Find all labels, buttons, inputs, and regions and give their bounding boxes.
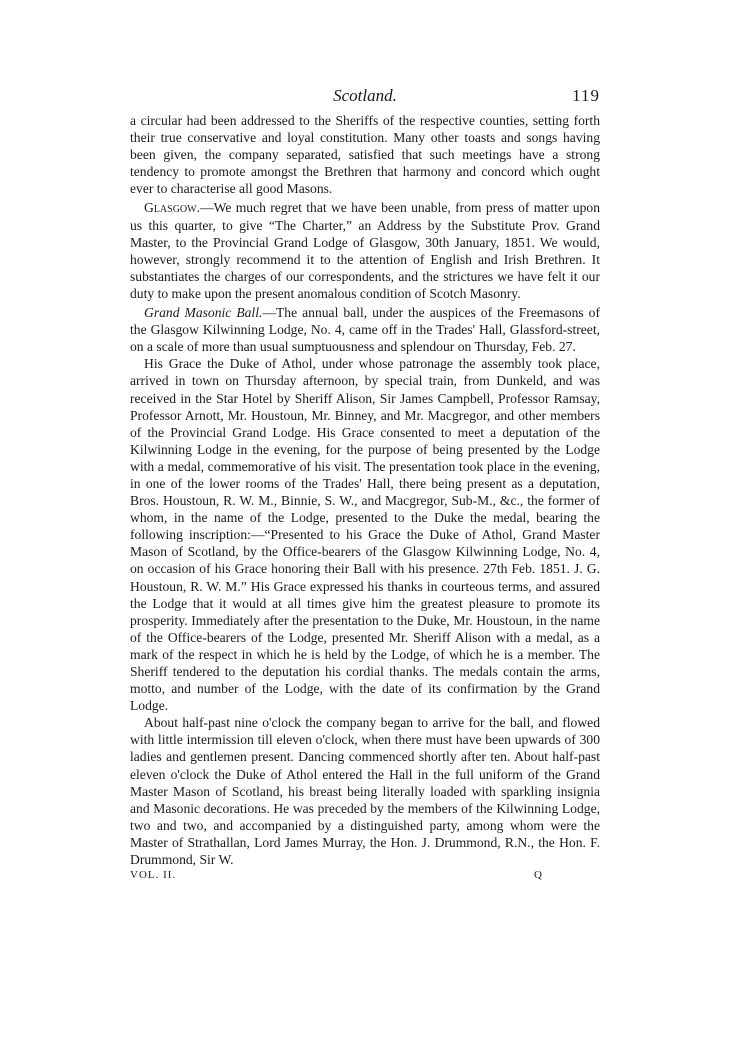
paragraph-duke-of-athol: [130, 355, 600, 714]
paragraph-text: a circular had been addressed to the Sheriffs of the respective counties, setting forth their true conservative and loyal constitution. Many other toasts and songs having been given, the company separated, satisfied that such meetings have a strong tendency to promote amongst the Brethren that harmony and concord which ought ever to characterise all good Masons.: [130, 113, 600, 197]
volume-mark: VOL. II.: [130, 869, 177, 882]
paragraph-text: —The annual ball, under the auspices of the Freemasons of the Glasgow Kilwinning Lodge, No. 4, came off in the Trades' Hall, Glassford-street, on a scale of more than usual sumptuousness and splendour on Thursday, Feb. 27.: [130, 305, 600, 355]
paragraph-text: About half-past nine o'clock the company began to arrive for the ball, and flowed with little intermission till eleven o'clock, when there must have been upwards of 300 ladies and gentlemen present. Dancing commenced shortly after ten. About half-past eleven o'clock the Duke of Athol entered the Hall in the full uniform of the Grand Master Mason of Scotland, his breast being literally loaded with sparkling insignia and Masonic decorations. He was preceded by the members of the Kilwinning Lodge, two and two, and accompanied by a distinguished party, among whom were the Master of Strathallan, Lord James Murray, the Hon. J. Drummond, R.N., the Hon. F. Drummond, Sir W.: [130, 715, 600, 868]
section-lead-ball: Grand Masonic Ball.: [144, 305, 263, 321]
page-number: 119: [572, 86, 600, 105]
paragraph-glasgow: [130, 199, 600, 302]
paragraph-text: —We much regret that we have been unable, from press of matter upon us this quarter, to give “The Charter,” an Address by the Substitute Prov. Grand Master, to the Provincial Grand Lodge of Glasgow, 30th January, 1851. We would, however, strongly recommend it to the attention of English and Irish Brethren. It substantiates the charges of our correspondents, and the strictures we have felt it our duty to make upon the present anomalous condition of Scotch Masonry.: [130, 200, 600, 301]
section-lead-glasgow: Glasgow.: [144, 200, 200, 216]
page-footer: [130, 869, 600, 885]
paragraph-toasts: [130, 112, 600, 197]
book-page: [130, 86, 600, 885]
paragraph-text: His Grace the Duke of Athol, under whose patronage the assembly took place, arrived in town on Thursday afternoon, by special train, from Dunkeld, and was received in the Star Hotel by Sheriff Alison, Sir James Campbell, Professor Ramsay, Professor Arnott, Mr. Houstoun, Mr. Binney, and Mr. Macgregor, and other members of the Provincial Grand Lodge. His Grace consented to meet a deputation of the Kilwinning Lodge in the evening, for the purpose of being presented by the Lodge with a medal, commemorative of his visit. The presentation took place in the evening, in one of the lower rooms of the Trades' Hall, there being present as a deputation, Bros. Houstoun, R. W. M., Binnie, S. W., and Macgregor, Sub-M., &c., the former of whom, in the name of the Lodge, presented to the Duke the medal, bearing the following inscription:—“Presented to his Grace the Duke of Athol, Grand Master Mason of Scotland, by the Office-bearers of the Glasgow Kilwinning Lodge, No. 4, on occasion of his Grace honoring their Ball with his presence. 27th Feb. 1851. J. G. Houstoun, R. W. M.” His Grace expressed his thanks in courteous terms, and assured the Lodge that it would at all times give him the greatest pleasure to promote its prosperity. Immediately after the presentation to the Duke, Mr. Houstoun, in the name of the Office-bearers of the Lodge, presented Mr. Sheriff Alison with a medal, as a mark of the respect in which he is held by the Lodge, of which he is a member. The Sheriff tendered to the deputation his cordial thanks. The medals contain the arms, motto, and number of the Lodge, with the date of its confirmation by the Grand Lodge.: [130, 356, 600, 714]
paragraph-ball-company: [130, 714, 600, 868]
running-title: Scotland.: [333, 86, 397, 105]
running-head: [130, 86, 600, 112]
signature-mark: Q: [534, 869, 542, 882]
paragraph-grand-masonic-ball: [130, 304, 600, 355]
